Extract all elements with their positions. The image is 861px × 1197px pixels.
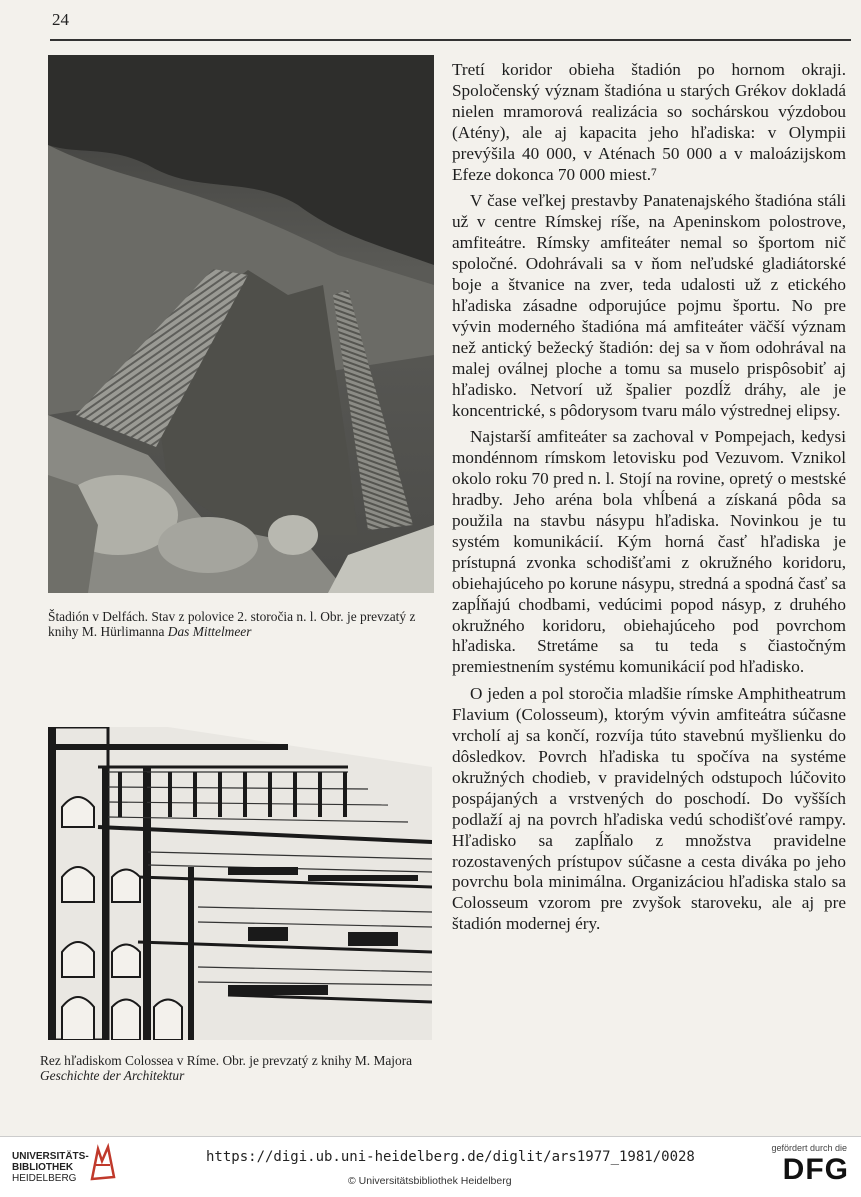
delphi-photo-caption (48, 609, 440, 639)
paragraph-1: Tretí koridor obieha štadión po hornom okraji. Spoločenský význam štadióna u starých Grékov dokladá nielen mramorová realizácia so sochárskou výzdobou (Atény), ale aj kapacita jeho hľadiska: v Olympii prevýšila 40 000, v Aténach 50 000 a v maloázijskom Efeze dokonca 70 000 miest.⁷ (452, 60, 846, 184)
heidelberg-lion-icon (88, 1143, 118, 1183)
copyright-text: © Universitätsbibliothek Heidelberg (348, 1175, 512, 1187)
paragraph-4: O jeden a pol storočia mladšie rímske Amphitheatrum Flavium (Colosseum), ktorým vývin amfiteátra súčasne vrcholí aj sa končí, rozvíja túto stavebnú myšlienku do dôsledkov. Povrch hľadiska tu spočíva na systéme okružných chodieb, v pravidelných odstupoch lúčovito pospájaných a vrstvených do poschodí. Do vyšších podlaží aj na povrch hľadiska vedú schodišťové rampy. Hľadisko sa zapĺňalo z množstva pravidelne rozostavených prístupov súčasne a cesta diváka po jeho povrchu bola minimálna. Organizáciou hľadiska stalo sa Colosseum vzorom pre zvyšok staroveku, ale aj pre štadión modernej éry. (452, 684, 846, 934)
delphi-caption-book: Das Mittelmeer (167, 624, 252, 639)
dfg-logo[interactable]: DFG (782, 1153, 849, 1186)
colosseum-caption-text: Rez hľadiskom Colossea v Ríme. Obr. je prevzatý z knihy M. Majora (40, 1053, 413, 1068)
logo-line-3: HEIDELBERG (12, 1173, 77, 1184)
colosseum-caption-book: Geschichte der Architektur (40, 1068, 185, 1083)
body-text-column (452, 60, 846, 941)
delphi-caption-text: Štadión v Delfách. Stav z polovice 2. storočia n. l. Obr. je prevzatý z knihy M. Hürlimanna (48, 609, 416, 639)
logo-line-1: UNIVERSITÄTS- (12, 1151, 89, 1162)
colosseum-section-drawing (48, 727, 432, 1040)
delphi-stadium-photo (48, 55, 434, 593)
funded-by-label: gefördert durch die (771, 1143, 847, 1153)
permalink-url[interactable]: https://digi.ub.uni-heidelberg.de/diglit/ars1977_1981/0028 (206, 1149, 695, 1165)
colosseum-caption (40, 1053, 440, 1083)
page-number: 24 (52, 10, 69, 29)
paragraph-3: Najstarší amfiteáter sa zachoval v Pompejach, kedysi mondénnom rímskom letovisku pod Vezuvom. Vznikol okolo roku 70 pred n. l. Stojí na rovine, opretý o mestské hradby. Jeho aréna bola vhĺbená a získaná pôda sa použila na stavbu násypu hľadiska. Novinkou je tu systém komunikácií. Kým horná časť hľadiska je prístupná zvonka schodišťami z okružného koridoru, obiehajúceho po korune násypu, stredná a spodná časť sa zapĺňajú chodbami, vedúcimi popod násyp, z druhého okružného koridoru, obiehajúceho pod povrchom hľadiska. Stretáme sa tu teda s čiastočným premiestnením systému komunikácií pod hľadisko. (452, 427, 846, 677)
viewer-footer (0, 1136, 861, 1197)
logo-line-2: BIBLIOTHEK (12, 1162, 74, 1173)
university-library-logo[interactable] (12, 1151, 89, 1184)
paragraph-2: V čase veľkej prestavby Panatenajského štadióna stáli už v centre Rímskej ríše, na Apeninskom polostrove, amfiteátre. Rímsky amfiteáter nemal so športom nič spoločné. Odohrávali sa v ňom neľudské gladiátorské boje a štvanice na zver, teda udalosti už z etického hľadiska zásadne odporujúce pojmu športu. No pre vývin moderného štadióna má amfiteáter väčší význam než antický bežecký štadión: dej sa v ňom odohrával na malej oválnej ploche a tomu sa muselo prispôsobiť aj hľadisko. Netvorí už špalier pozdĺž dráhy, ale je koncentrické, s pôdorysom tvaru málo výstrednej elipsy. (452, 191, 846, 420)
header-rule (50, 39, 851, 41)
